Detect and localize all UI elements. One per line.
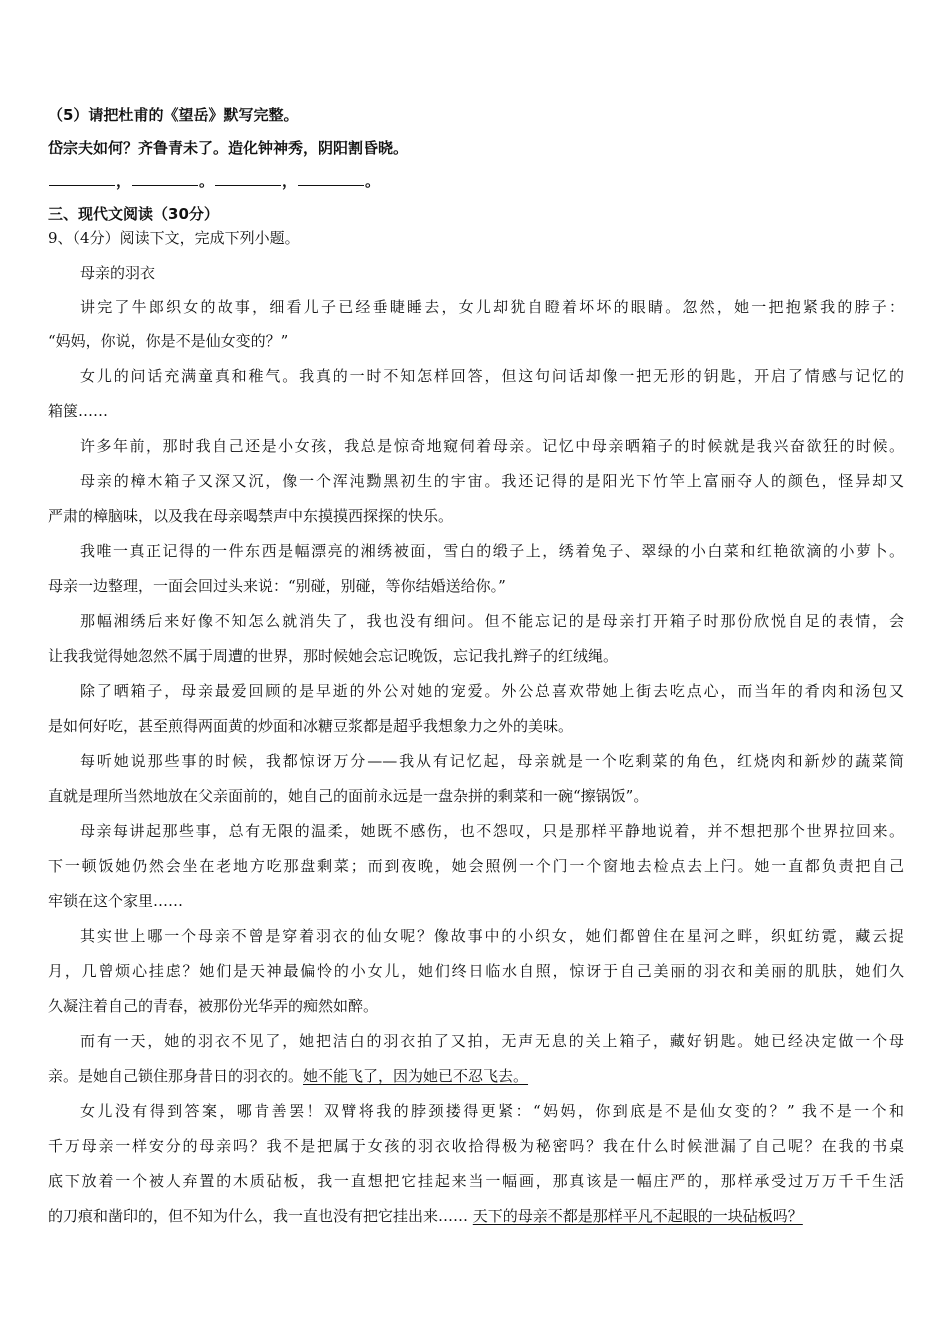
- article-line-24: 女儿没有得到答案，哪肯善罢！双臂将我的脖颈搂得更紧：“妈妈，你到底是不是仙女变的？” 我不是一个和: [80, 1102, 904, 1120]
- article-line-8: 我唯一真正记得的一件东西是幅漂亮的湘绣被面，雪白的缎子上，绣着兔子、翠绿的小白菜和红艳欲滴的小萝卜。: [80, 542, 904, 560]
- answer-blank-1[interactable]: [49, 171, 115, 186]
- article-line-4: 箱箧……: [48, 402, 109, 420]
- article-line-10: 那幅湘绣后来好像不知怎么就消失了，我也没有细问。但不能忘记的是母亲打开箱子时那份欣悦自足的表情，会: [80, 612, 904, 630]
- article-line-12: 除了晒箱子，母亲最爱回顾的是早逝的外公对她的宠爱。外公总喜欢带她上街去吃点心，而当年的肴肉和汤包又: [80, 682, 904, 700]
- article-line-16: 母亲每讲起那些事，总有无限的温柔，她既不感伤，也不怨叹，只是那样平静地说着，并不想把那个世界拉回来。: [80, 822, 904, 840]
- punct-1: ，: [116, 172, 132, 190]
- article-line-13: 是如何好吃，甚至煎得两面黄的炒面和冰糖豆浆都是超乎我想象力之外的美味。: [48, 717, 574, 735]
- article-line-27: [48, 1206, 904, 1226]
- underlined-sentence-2: 天下的母亲不都是那样平凡不起眼的一块砧板吗？: [472, 1207, 803, 1225]
- article-line-5: 许多年前，那时我自己还是小女孩，我总是惊奇地窥伺着母亲。记忆中母亲晒箱子的时候就是我兴奋欲狂的时候。: [80, 437, 904, 455]
- article-line-17: 下一顿饭她仍然会坐在老地方吃那盘剩菜；而到夜晚，她会照例一个门一个窗地去检点去上闩。她一直都负责把自己: [48, 857, 904, 875]
- article-line-1: 讲完了牛郎织女的故事，细看儿子已经垂睫睡去，女儿却犹自瞪着坏坏的眼睛。忽然，她一把抱紧我的脖子：: [80, 298, 904, 316]
- answer-blank-4[interactable]: [298, 171, 364, 186]
- article-line-15: 直就是理所当然地放在父亲面前的，她自己的面前永远是一盘杂拼的剩菜和一碗“擦锅饭”。: [48, 787, 649, 805]
- article-line-22: 而有一天，她的羽衣不见了，她把洁白的羽衣拍了又拍，无声无息的关上箱子，藏好钥匙。她已经决定做一个母: [80, 1032, 904, 1050]
- article-line-11: 让我我觉得她忽然不属于周遭的世界，那时候她会忘记晚饭，忘记我扎辫子的红绒绳。: [48, 647, 619, 665]
- punct-2: 。: [199, 172, 215, 190]
- article-line-2: “妈妈，你说，你是不是仙女变的？”: [48, 332, 289, 350]
- punct-3: ，: [282, 172, 298, 190]
- question-5-answer-blanks: [48, 171, 904, 191]
- article-line-9: 母亲一边整理，一面会回过头来说：“别碰，别碰，等你结婚送给你。”: [48, 577, 506, 595]
- question-5-prompt: （5）请把杜甫的《望岳》默写完整。: [48, 106, 299, 124]
- article-line-20: 月，几曾烦心挂虑？她们是天神最偏怜的小女儿，她们终日临水自照，惊讶于自己美丽的羽衣和美丽的肌肤，她们久: [48, 962, 904, 980]
- article-line-21: 久凝注着自己的青春，被那份光华弄的痴然如醉。: [48, 997, 379, 1015]
- section-heading: 三、现代文阅读（30分）: [48, 205, 219, 223]
- article-line-25: 千万母亲一样安分的母亲吗？我不是把属于女孩的羽衣收拾得极为秘密吗？我在什么时候泄漏了自己呢？在我的书桌: [48, 1137, 904, 1155]
- article-line-23-text: 亲。是她自己锁住那身昔日的羽衣的。: [48, 1067, 304, 1085]
- question-9-intro: 9、（4分）阅读下文，完成下列小题。: [48, 229, 300, 247]
- article-line-6: 母亲的樟木箱子又深又沉，像一个浑沌黝黑初生的宇宙。我还记得的是阳光下竹竿上富丽夺人的颜色，怪异却又: [80, 472, 904, 490]
- answer-blank-2[interactable]: [132, 171, 198, 186]
- article-line-19: 其实世上哪一个母亲不曾是穿着羽衣的仙女呢？像故事中的小织女，她们都曾住在星河之畔，织虹纺霓，藏云捉: [80, 927, 904, 945]
- article-line-23: [48, 1066, 904, 1086]
- question-5-given-verse: 岱宗夫如何？齐鲁青未了。造化钟神秀，阴阳割昏晓。: [48, 139, 409, 157]
- article-line-7: 严肃的樟脑味，以及我在母亲喝禁声中东摸摸西探探的快乐。: [48, 507, 454, 525]
- answer-blank-3[interactable]: [215, 171, 281, 186]
- underlined-sentence-1: 她不能飞了，因为她已不忍飞去。: [303, 1067, 529, 1085]
- article-line-18: 牢锁在这个家里……: [48, 892, 184, 910]
- article-line-26: 底下放着一个被人弃置的木质砧板，我一直想把它挂起来当一幅画，那真该是一幅庄严的，那样承受过万万千千生活: [48, 1172, 904, 1190]
- article-line-27-text: 的刀痕和凿印的，但不知为什么，我一直也没有把它挂出来……: [48, 1207, 469, 1225]
- article-title: 母亲的羽衣: [80, 264, 156, 282]
- article-line-3: 女儿的问话充满童真和稚气。我真的一时不知怎样回答，但这句问话却像一把无形的钥匙，开启了情感与记忆的: [80, 367, 904, 385]
- punct-4: 。: [365, 172, 381, 190]
- article-line-14: 每听她说那些事的时候，我都惊讶万分——我从有记忆起，母亲就是一个吃剩菜的角色，红烧肉和新炒的蔬菜简: [80, 752, 904, 770]
